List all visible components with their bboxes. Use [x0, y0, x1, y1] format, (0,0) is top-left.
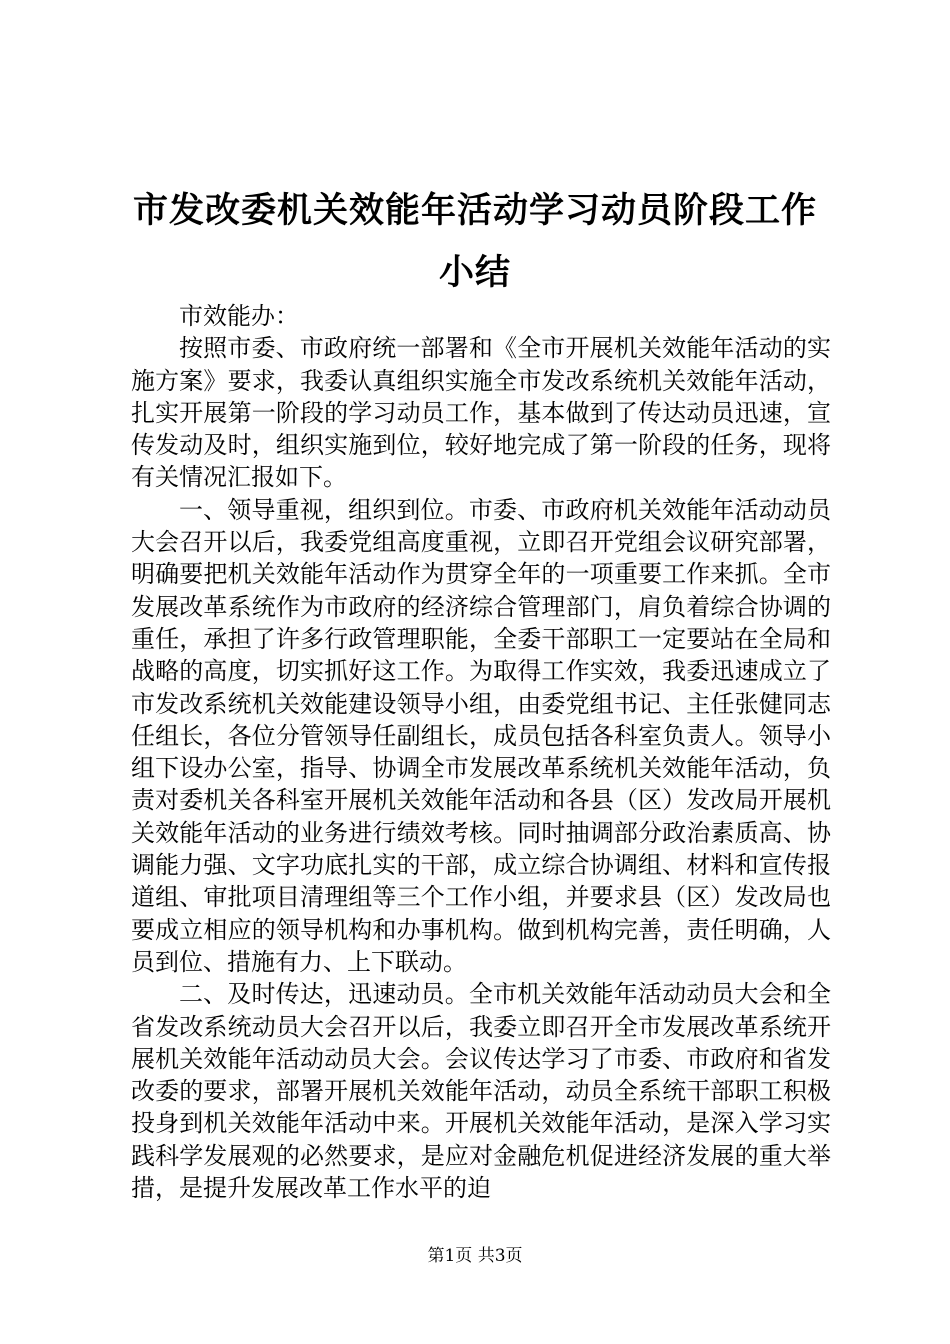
document-body — [131, 300, 831, 1204]
paragraph-section-2: 二、及时传达，迅速动员。全市机关效能年活动动员大会和全省发改系统动员大会召开以后，我委立即召开全市发展改革系统开展机关效能年活动动员大会。会议传达学习了市委、市政府和省发改委的要求，部署开展机关效能年活动，动员全系统干部职工积极投身到机关效能年活动中来。开展机关效能年活动，是深入学习实践科学发展观的必然要求，是应对金融危机促进经济发展的重大举措，是提升发展改革工作水平的迫 — [131, 980, 831, 1203]
salutation: 市效能办： — [179, 302, 299, 330]
paragraph-section-1: 一、领导重视，组织到位。市委、市政府机关效能年活动动员大会召开以后，我委党组高度重视，立即召开党组会议研究部署，明确要把机关效能年活动作为贯穿全年的一项重要工作来抓。全市发展改革系统作为市政府的经济综合管理部门，肩负着综合协调的重任，承担了许多行政管理职能，全委干部职工一定要站在全局和战略的高度，切实抓好这工作。为取得工作实效，我委迅速成立了市发改系统机关效能建设领导小组，由委党组书记、主任张健同志任组长，各位分管领导任副组长，成员包括各科室负责人。领导小组下设办公室，指导、协调全市发展改革系统机关效能年活动，负责对委机关各科室开展机关效能年活动和各县（区）发改局开展机关效能年活动的业务进行绩效考核。同时抽调部分政治素质高、协调能力强、文字功底扎实的干部，成立综合协调组、材料和宣传报道组、审批项目清理组等三个工作小组，并要求县（区）发改局也要成立相应的领导机构和办事机构。做到机构完善，责任明确，人员到位、措施有力、上下联动。 — [131, 495, 831, 976]
document-title: 市发改委机关效能年活动学习动员阶段工作小结 — [132, 190, 817, 293]
page-footer: 第1页 共3页 — [427, 1246, 523, 1266]
paragraph-intro: 按照市委、市政府统一部署和《全市开展机关效能年活动的实施方案》要求，我委认真组织实施全市发改系统机关效能年活动，扎实开展第一阶段的学习动员工作，基本做到了传达动员迅速，宣传发动及时，组织实施到位，较好地完成了第一阶段的任务，现将有关情况汇报如下。 — [131, 334, 831, 492]
